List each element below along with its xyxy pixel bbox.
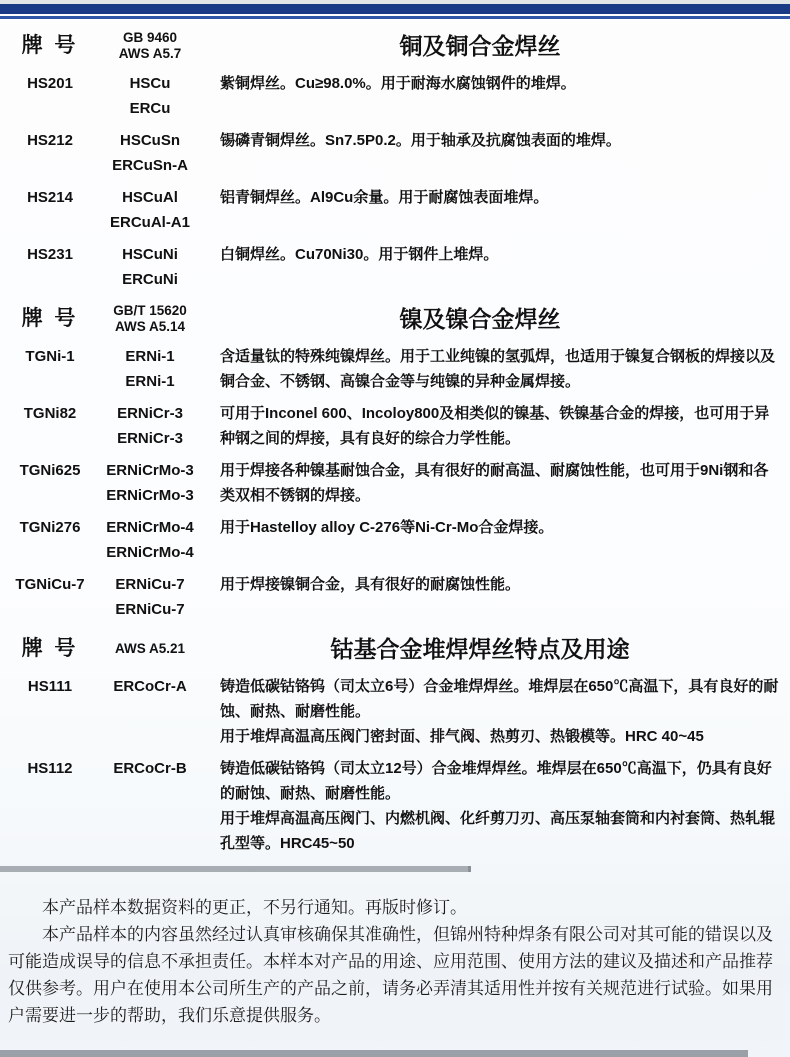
grade-line: ERCoCr-A bbox=[113, 678, 187, 695]
grade-cell bbox=[92, 71, 208, 121]
product-table bbox=[0, 30, 790, 856]
brand-cell: HS214 bbox=[27, 189, 73, 206]
standard-line: GB/T 15620 bbox=[113, 303, 187, 318]
grade-line: HSCuNi bbox=[122, 246, 178, 263]
brand-column-header: 牌 号 bbox=[21, 34, 79, 57]
grade-line: ERNiCrMo-3 bbox=[106, 487, 194, 504]
separator-bar bbox=[0, 866, 471, 872]
description-cell bbox=[208, 128, 782, 178]
description-cell bbox=[208, 572, 782, 622]
description-cell bbox=[208, 242, 782, 292]
section-header bbox=[8, 303, 782, 335]
brand-cell: TGNi82 bbox=[23, 405, 77, 422]
description-paragraph: 用于堆焊高温高压阀门、内燃机阀、化纤剪刀刃、高压泵轴套筒和内衬套筒、热轧辊孔型等。HRC45~50 bbox=[220, 810, 776, 852]
grade-line: ERCuAl-A1 bbox=[109, 214, 190, 231]
table-row bbox=[8, 128, 782, 178]
standards-header bbox=[92, 30, 208, 62]
section-header bbox=[8, 633, 782, 665]
description-paragraph: 铸造低碳钴铬钨（司太立12号）合金堆焊焊丝。堆焊层在650℃高温下，仍具有良好的耐蚀、耐热、耐磨性能。 bbox=[220, 760, 772, 802]
grade-line: HSCuAl bbox=[122, 189, 178, 206]
footer-paragraph: 本产品样本的内容虽然经过认真审核确保其准确性，但锦州特种焊条有限公司对其可能的错误以及可能造成误导的信息不承担责任。本样本对产品的用途、应用范围、使用方法的建议及描述和产品推荐仅供参考。用户在使用本公司所生产的产品之前，请务必弄清其适用性并按有关规范进行试验。如果用户需要进一步的帮助，我们乐意提供服务。 bbox=[8, 925, 773, 1025]
description-paragraph: 白铜焊丝。Cu70Ni30。用于钢件上堆焊。 bbox=[220, 246, 499, 263]
footer bbox=[0, 866, 790, 1029]
grade-cell bbox=[92, 458, 208, 508]
grade-cell bbox=[92, 185, 208, 235]
section-cobalt bbox=[8, 633, 782, 856]
navy-rule-thick bbox=[0, 4, 790, 14]
description-paragraph: 含适量钛的特殊纯镍焊丝。用于工业纯镍的氢弧焊，也适用于镍复合钢板的焊接以及铜合金、不锈钢、高镍合金等与纯镍的异种金属焊接。 bbox=[220, 348, 776, 390]
table-row bbox=[8, 71, 782, 121]
standards-header bbox=[92, 641, 208, 657]
navy-rule-thin bbox=[0, 16, 790, 19]
brand-cell: HS111 bbox=[27, 678, 73, 695]
grade-line: ERCoCr-B bbox=[113, 760, 187, 777]
table-row bbox=[8, 401, 782, 451]
table-row bbox=[8, 515, 782, 565]
grade-cell bbox=[92, 344, 208, 394]
grade-line: ERNi-1 bbox=[125, 348, 175, 365]
description-cell bbox=[208, 458, 782, 508]
grade-cell bbox=[92, 674, 208, 749]
grade-line: ERNiCu-7 bbox=[115, 576, 185, 593]
brand-cell: TGNi625 bbox=[19, 462, 81, 479]
grade-cell bbox=[92, 572, 208, 622]
standard-line: AWS A5.21 bbox=[114, 641, 186, 656]
description-paragraph: 用于堆焊高温高压阀门密封面、排气阀、热剪刃、热锻模等。HRC 40~45 bbox=[220, 728, 704, 745]
grade-line: ERNiCr-3 bbox=[117, 430, 183, 447]
description-paragraph: 紫铜焊丝。Cu≥98.0%。用于耐海水腐蚀钢件的堆焊。 bbox=[220, 75, 576, 92]
description-cell bbox=[208, 515, 782, 565]
brand-cell: HS112 bbox=[27, 760, 73, 777]
description-cell bbox=[208, 756, 782, 856]
description-paragraph: 铝青铜焊丝。Al9Cu余量。用于耐腐蚀表面堆焊。 bbox=[220, 189, 549, 206]
grade-cell bbox=[92, 515, 208, 565]
grade-line: ERCuNi bbox=[122, 271, 178, 288]
page-bottom-edge bbox=[0, 1050, 748, 1057]
grade-line: ERCuSn-A bbox=[112, 157, 188, 174]
table-row bbox=[8, 674, 782, 749]
description-cell bbox=[208, 344, 782, 394]
description-cell bbox=[208, 674, 782, 749]
table-row bbox=[8, 756, 782, 856]
grade-line: ERNi-1 bbox=[125, 373, 175, 390]
standard-line: AWS A5.14 bbox=[114, 319, 186, 334]
table-row bbox=[8, 344, 782, 394]
description-paragraph: 锡磷青铜焊丝。Sn7.5P0.2。用于轴承及抗腐蚀表面的堆焊。 bbox=[220, 132, 621, 149]
description-cell bbox=[208, 71, 782, 121]
grade-cell bbox=[92, 401, 208, 451]
table-row bbox=[8, 242, 782, 292]
table-row bbox=[8, 458, 782, 508]
description-cell bbox=[208, 185, 782, 235]
standards-header bbox=[92, 303, 208, 335]
top-bar bbox=[0, 0, 790, 19]
description-paragraph: 用于Hastelloy alloy C-276等Ni-Cr-Mo合金焊接。 bbox=[220, 519, 554, 536]
table-row bbox=[8, 185, 782, 235]
description-paragraph: 用于焊接各种镍基耐蚀合金，具有很好的耐高温、耐腐蚀性能，也可用于9Ni钢和各类双相不锈钢的焊接。 bbox=[220, 462, 769, 504]
grade-line: ERNiCrMo-4 bbox=[106, 519, 194, 536]
section-title: 镍及镍合金焊丝 bbox=[399, 306, 561, 332]
standard-line: GB 9460 bbox=[122, 30, 178, 45]
grade-line: ERNiCrMo-3 bbox=[106, 462, 194, 479]
brand-column-header: 牌 号 bbox=[21, 307, 79, 330]
section-header bbox=[8, 30, 782, 62]
brand-column-header: 牌 号 bbox=[21, 637, 79, 660]
section-copper bbox=[8, 30, 782, 292]
footer-paragraph: 本产品样本数据资料的更正，不另行通知。再版时修订。 bbox=[42, 898, 467, 917]
brand-cell: TGNi276 bbox=[19, 519, 81, 536]
brand-cell: HS212 bbox=[27, 132, 73, 149]
grade-line: ERCu bbox=[129, 100, 171, 117]
standard-line: AWS A5.7 bbox=[118, 46, 182, 61]
brand-cell: HS201 bbox=[27, 75, 73, 92]
brand-cell: TGNi-1 bbox=[25, 348, 75, 365]
grade-line: ERNiCu-7 bbox=[115, 601, 185, 618]
section-title: 钴基合金堆焊焊丝特点及用途 bbox=[330, 636, 630, 662]
grade-line: ERNiCrMo-4 bbox=[106, 544, 194, 561]
grade-line: HSCuSn bbox=[120, 132, 180, 149]
grade-cell bbox=[92, 128, 208, 178]
description-paragraph: 可用于Inconel 600、Incoloy800及相类似的镍基、铁镍基合金的焊接，也可用于异种钢之间的焊接，具有良好的综合力学性能。 bbox=[220, 405, 770, 447]
grade-cell bbox=[92, 756, 208, 856]
description-paragraph: 用于焊接镍铜合金，具有很好的耐腐蚀性能。 bbox=[220, 576, 521, 593]
grade-line: HSCu bbox=[129, 75, 171, 92]
brand-cell: TGNiCu-7 bbox=[15, 576, 85, 593]
table-row bbox=[8, 572, 782, 622]
description-paragraph: 铸造低碳钴铬钨（司太立6号）合金堆焊焊丝。堆焊层在650℃高温下，具有良好的耐蚀、耐热、耐磨性能。 bbox=[220, 678, 779, 720]
grade-line: ERNiCr-3 bbox=[117, 405, 183, 422]
brand-cell: HS231 bbox=[27, 246, 73, 263]
description-cell bbox=[208, 401, 782, 451]
grade-cell bbox=[92, 242, 208, 292]
section-title: 铜及铜合金焊丝 bbox=[399, 33, 561, 59]
section-nickel bbox=[8, 303, 782, 622]
